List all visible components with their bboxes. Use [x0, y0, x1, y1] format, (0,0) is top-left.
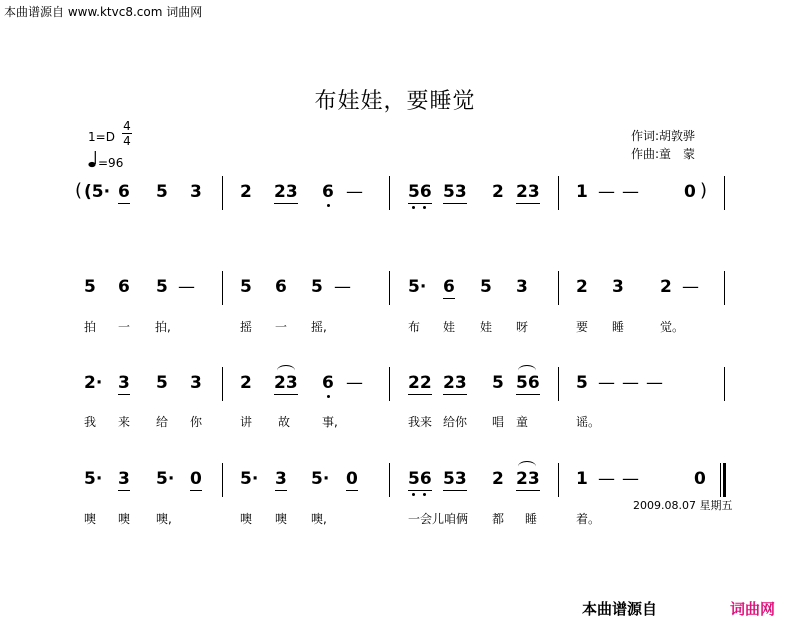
barline	[558, 271, 559, 305]
lyric: 给	[156, 415, 169, 429]
close-paren: )	[700, 180, 708, 201]
note: 2	[576, 277, 588, 297]
note: 1	[576, 182, 588, 202]
note: 2	[492, 182, 504, 202]
barline	[222, 271, 223, 305]
rest: 0	[694, 469, 706, 489]
note: 6	[322, 373, 334, 393]
note: 5	[480, 277, 492, 297]
barline	[724, 367, 725, 401]
song-title: 布娃娃，要睡觉	[314, 89, 476, 114]
note: 56	[516, 373, 540, 393]
note: 5	[311, 277, 323, 297]
lyric: 你	[190, 415, 203, 429]
note: 56	[408, 182, 432, 202]
lyric: 一	[118, 320, 131, 334]
note: 6	[118, 277, 130, 297]
low-octave-dot	[327, 395, 330, 398]
note: 3	[516, 277, 528, 297]
lyric: 讲	[240, 415, 253, 429]
note: 5	[576, 373, 588, 393]
lyric: 谣。	[576, 415, 601, 429]
note: 23	[516, 469, 540, 489]
lyric: 觉。	[660, 320, 685, 334]
note: 23	[516, 182, 540, 202]
note: 5	[84, 277, 96, 297]
rest: 0	[684, 182, 696, 202]
note: (5·	[84, 182, 111, 202]
site-source-text: 本曲谱源自 www.ktvc8.com 词曲网	[4, 5, 203, 19]
lyric: 摇,	[311, 320, 327, 334]
note: 2	[660, 277, 672, 297]
final-barline-thick	[723, 463, 726, 497]
note: 3	[190, 373, 202, 393]
lyric: 拍	[84, 320, 97, 334]
note: 2	[240, 373, 252, 393]
lyric: 睡	[525, 512, 538, 526]
lyric: 故	[278, 415, 291, 429]
note: 5	[156, 277, 168, 297]
low-octave-dot	[327, 204, 330, 207]
barline	[389, 176, 390, 210]
footer-brand-logo[interactable]: 词曲网	[730, 600, 776, 618]
barline	[558, 176, 559, 210]
lyric: 娃	[443, 320, 456, 334]
note: 5	[492, 373, 504, 393]
lyric: 噢	[240, 512, 253, 526]
barline	[222, 367, 223, 401]
note: 5	[240, 277, 252, 297]
note: 3	[118, 373, 130, 393]
time-signature	[122, 120, 132, 147]
tempo-value: =96	[98, 156, 124, 170]
note: 53	[443, 469, 467, 489]
barline	[558, 367, 559, 401]
lyric: 噢	[118, 512, 131, 526]
low-octave-dot	[423, 493, 426, 496]
note: 2·	[84, 373, 103, 393]
lyric: 噢,	[311, 512, 327, 526]
lyric: 娃	[480, 320, 493, 334]
dash: —	[346, 182, 363, 202]
lyric: 呀	[516, 320, 529, 334]
final-barline-thin	[720, 463, 721, 497]
open-paren: (	[75, 180, 83, 201]
time-signature-bottom: 4	[123, 134, 131, 148]
note: 5·	[311, 469, 330, 489]
dash: —	[598, 469, 615, 489]
dash: —	[598, 182, 615, 202]
dash: —	[646, 373, 663, 393]
barline	[389, 271, 390, 305]
lyric: 我来	[408, 415, 433, 429]
low-octave-dot	[412, 493, 415, 496]
lyric: 童	[516, 415, 529, 429]
note: 5·	[408, 277, 427, 297]
note: 3	[612, 277, 624, 297]
note: 2	[492, 469, 504, 489]
lyric: 事,	[322, 415, 338, 429]
note: 23	[274, 182, 298, 202]
lyric: 噢,	[156, 512, 172, 526]
barline	[724, 271, 725, 305]
note: 5	[156, 182, 168, 202]
lyric: 一会儿咱俩	[408, 512, 469, 526]
note: 6	[275, 277, 287, 297]
note: 23	[274, 373, 298, 393]
lyric: 给你	[443, 415, 468, 429]
note: 1	[576, 469, 588, 489]
barline	[389, 463, 390, 497]
lyric: 我	[84, 415, 97, 429]
note: 5·	[240, 469, 259, 489]
low-octave-dot	[412, 206, 415, 209]
note: 5·	[156, 469, 175, 489]
note: 53	[443, 182, 467, 202]
key-signature: 1=D	[88, 130, 115, 144]
lyric: 布	[408, 320, 421, 334]
dash: —	[598, 373, 615, 393]
lyric: 要	[576, 320, 589, 334]
rest: 0	[346, 469, 358, 489]
dash: —	[178, 277, 195, 297]
note: 3	[275, 469, 287, 489]
barline	[558, 463, 559, 497]
note: 22	[408, 373, 432, 393]
lyric: 噢	[84, 512, 97, 526]
dash: —	[622, 182, 639, 202]
lyric: 唱	[492, 415, 505, 429]
barline	[724, 176, 725, 210]
lyric: 来	[118, 415, 131, 429]
lyric: 着。	[576, 512, 601, 526]
composer-credit: 作曲:童 蒙	[631, 147, 696, 161]
rest: 0	[190, 469, 202, 489]
footer-brand-source: 本曲谱源自	[582, 600, 658, 618]
lyric: 拍,	[155, 320, 171, 334]
lyric: 睡	[612, 320, 625, 334]
note: 3	[118, 469, 130, 489]
date-stamp: 2009.08.07 星期五	[633, 499, 733, 512]
note: 3	[190, 182, 202, 202]
low-octave-dot	[423, 206, 426, 209]
lyric: 一	[275, 320, 288, 334]
note: 56	[408, 469, 432, 489]
note: 5·	[84, 469, 103, 489]
lyric: 摇	[240, 320, 253, 334]
barline	[222, 463, 223, 497]
barline	[389, 367, 390, 401]
barline	[222, 176, 223, 210]
note: 5	[156, 373, 168, 393]
lyricist-credit: 作词:胡敦骅	[631, 129, 696, 143]
note: 6	[322, 182, 334, 202]
dash: —	[346, 373, 363, 393]
note: 6	[443, 277, 455, 297]
time-signature-top: 4	[123, 119, 131, 133]
dash: —	[334, 277, 351, 297]
dash: —	[682, 277, 699, 297]
lyric: 噢	[275, 512, 288, 526]
dash: —	[622, 373, 639, 393]
dash: —	[622, 469, 639, 489]
lyric: 都	[492, 512, 505, 526]
note: 23	[443, 373, 467, 393]
note: 2	[240, 182, 252, 202]
note: 6	[118, 182, 130, 202]
